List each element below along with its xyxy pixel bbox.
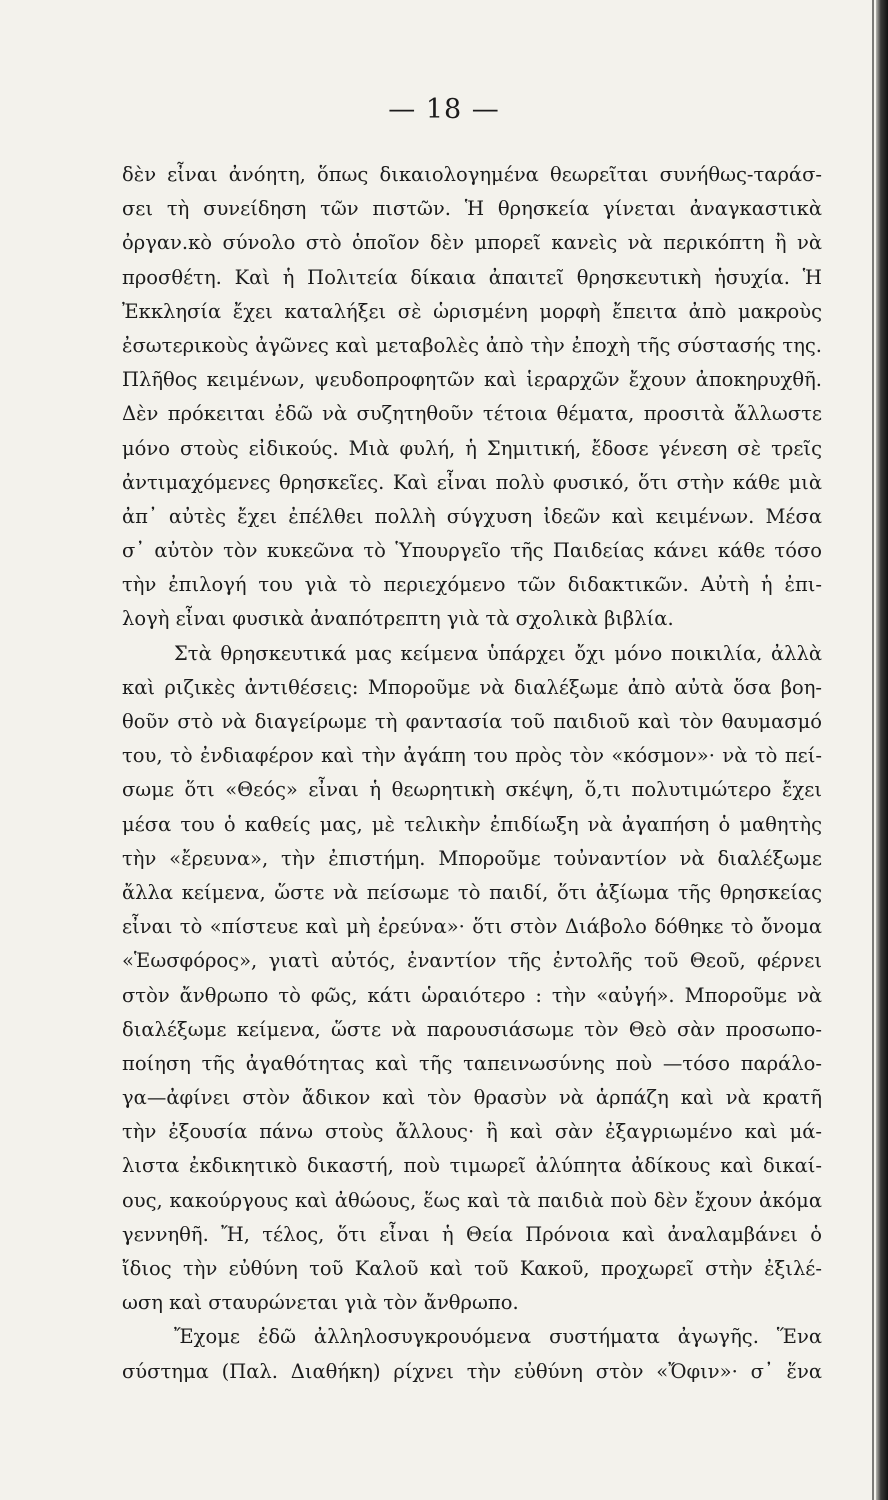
text-line: Ἐκκλησία ἔχει καταλήξει σὲ ὡρισμένη μορφὴ ἔπειτα ἀπὸ μακροὺς [122,299,822,323]
text-line: ποίηση τῆς ἀγαθότητας καὶ τῆς ταπεινωσύνης ποὺ —τόσο παράλο- [122,1051,822,1075]
text-line: «Ἑωσφόρος», γιατὶ αὐτός, ἐναντίον τῆς ἐντολῆς τοῦ Θεοῦ, φέρνει [122,949,822,973]
text-line: τὴν ἐπιλογή του γιὰ τὸ περιεχόμενο τῶν διδακτικῶν. Αὐτὴ ἡ ἐπι- [122,573,822,597]
text-line: ὀργαν.κὸ σύνολο στὸ ὁποῖον δὲν μπορεῖ κανεὶς νὰ περικόπτη ἢ νὰ [122,231,822,255]
text-line: Πλῆθος κειμένων, ψευδοπροφητῶν καὶ ἱεραρχῶν ἔχουν ἀποκηρυχθῆ. [122,368,822,392]
text-line: ἴδιος τὴν εὐθύνη τοῦ Καλοῦ καὶ τοῦ Κακοῦ, προχωρεῖ στὴν ἐξιλέ- [122,1257,822,1280]
text-line: μόνο στοὺς εἰδικούς. Μιὰ φυλή, ἡ Σημιτική, ἔδοσε γένεση σὲ τρεῖς [122,436,822,460]
text-line: σει τὴ συνείδηση τῶν πιστῶν. Ἡ θρησκεία γίνεται ἀναγκαστικὰ [122,197,822,221]
page-number: — 18 — [388,94,500,125]
text-line: σύστημα (Παλ. Διαθήκη) ρίχνει τὴν εὐθύνη στὸν «Ὄφιν»· σ᾿ ἕνα [122,1359,822,1383]
text-line: λιστα ἐκδικητικὸ δικαστή, ποὺ τιμωρεῖ ἀλύπητα ἀδίκους καὶ δικαί- [122,1154,822,1178]
text-line: θοῦν στὸ νὰ διαγείρωμε τὴ φαντασία τοῦ παιδιοῦ καὶ τὸν θαυμασμό [122,710,822,733]
text-line: καὶ ριζικὲς ἀντιθέσεις: Μποροῦμε νὰ διαλέξωμε ἀπὸ αὐτὰ ὅσα βοη- [122,675,822,699]
text-line: γεννηθῆ. Ἤ, τέλος, ὅτι εἶναι ἡ Θεία Πρόνοια καὶ ἀναλαμβάνει ὁ [122,1222,822,1246]
text-line: Ἔχομε ἐδῶ ἀλληλοσυγκρουόμενα συστήματα ἀγωγῆς. Ἕνα [174,1325,822,1349]
text-line: λογὴ εἶναι φυσικὰ ἀναπότρεπτη γιὰ τὰ σχολικὰ βιβλία. [122,607,674,631]
text-line: σωμε ὅτι «Θεός» εἶναι ἡ θεωρητικὴ σκέψη, ὅ,τι πολυτιμώτερο ἔχει [122,778,822,802]
page-edge-shadow [876,0,888,1500]
text-line: στὸν ἄνθρωπο τὸ φῶς, κάτι ὡραιότερο : τὴν «αὐγή». Μποροῦμε νὰ [122,983,822,1007]
text-line: ἐσωτερικοὺς ἀγῶνες καὶ μεταβολὲς ἀπὸ τὴν ἐποχὴ τῆς σύστασής της. [122,333,822,357]
text-line: τὴν «ἔρευνα», τὴν ἐπιστήμη. Μποροῦμε τοὐναντίον νὰ διαλέξωμε [122,846,822,870]
text-line: ἀντιμαχόμενες θρησκεῖες. Καὶ εἶναι πολὺ φυσικό, ὅτι στὴν κάθε μιὰ [122,470,822,494]
body-text [122,158,822,1389]
text-line: τὴν ἐξουσία πάνω στοὺς ἄλλους· ἢ καὶ σὰν ἐξαγριωμένο καὶ μά- [122,1120,822,1144]
text-line: γα—ἀφίνει στὸν ἄδικον καὶ τὸν θρασὺν νὰ ἁρπάζη καὶ νὰ κρατῆ [122,1086,822,1110]
text-line: διαλέξωμε κείμενα, ὥστε νὰ παρουσιάσωμε τὸν Θεὸ σὰν προσωπο- [122,1017,822,1041]
text-line: ἀπ᾿ αὐτὲς ἔχει ἐπέλθει πολλὴ σύγχυση ἰδεῶν καὶ κειμένων. Μέσα [122,504,822,528]
text-line: προσθέτη. Καὶ ἡ Πολιτεία δίκαια ἀπαιτεῖ θρησκευτικὴ ἡσυχία. Ἡ [122,265,822,289]
page-edge-line [872,0,874,1500]
text-line: μέσα του ὁ καθείς μας, μὲ τελικὴν ἐπιδίωξη νὰ ἀγαπήση ὁ μαθητὴς [122,812,822,836]
text-line: σ᾿ αὐτὸν τὸν κυκεῶνα τὸ Ὑπουργεῖο τῆς Παιδείας κάνει κάθε τόσο [122,539,822,563]
text-line: ἄλλα κείμενα, ὥστε νὰ πείσωμε τὸ παιδί, ὅτι ἀξίωμα τῆς θρησκείας [122,880,822,904]
text-line: δὲν εἶναι ἀνόητη, ὅπως δικαιολογημένα θεωρεῖται συνήθως-ταράσ- [122,163,822,186]
text-line: εἶναι τὸ «πίστευε καὶ μὴ ἐρεύνα»· ὅτι στὸν Διάβολο δόθηκε τὸ ὄνομα [122,915,822,939]
text-line: Δὲν πρόκειται ἐδῶ νὰ συζητηθοῦν τέτοια θέματα, προσιτὰ ἄλλωστε [122,402,822,426]
text-line: του, τὸ ἐνδιαφέρον καὶ τὴν ἀγάπη του πρὸς τὸν «κόσμον»· νὰ τὸ πεί- [122,744,822,768]
text-line: Στὰ θρησκευτικά μας κείμενα ὑπάρχει ὄχι μόνο ποικιλία, ἀλλὰ [174,641,822,665]
text-line: ους, κακούργους καὶ ἀθώους, ἕως καὶ τὰ παιδιὰ ποὺ δὲν ἔχουν ἀκόμα [122,1188,822,1212]
text-line: ωση καὶ σταυρώνεται γιὰ τὸν ἄνθρωπο. [122,1291,519,1315]
